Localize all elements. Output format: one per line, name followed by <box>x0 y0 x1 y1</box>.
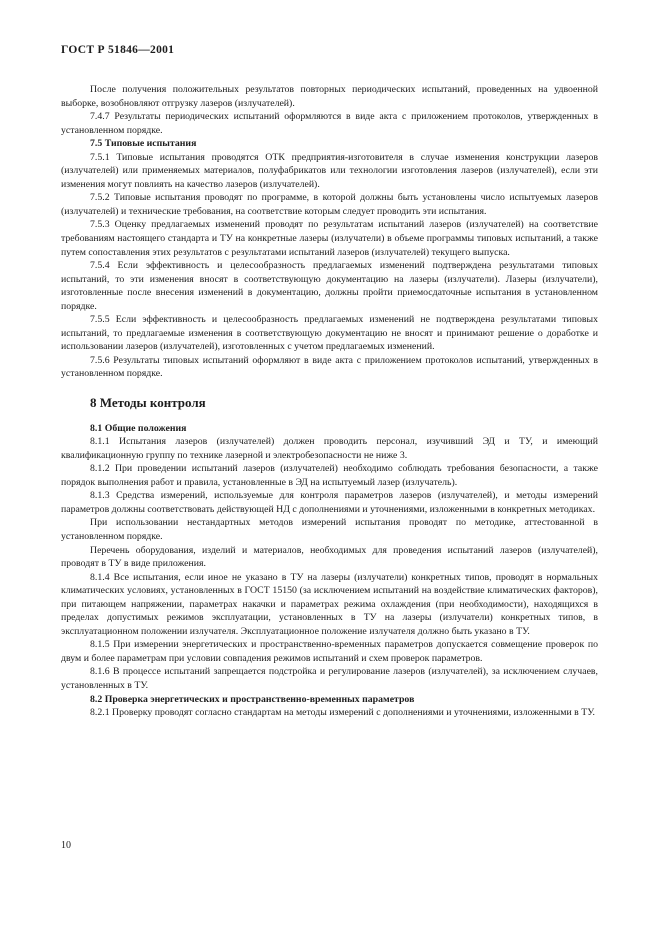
paragraph: 8.1.1 Испытания лазеров (излучателей) должен проводить персонал, изучивший ЭД и ТУ, и имеющий квалификационную группу по технике лазерной и электробезопасности не ниже 3. <box>61 436 598 461</box>
paragraph: 8.1.4 Все испытания, если иное не указано в ТУ на лазеры (излучатели) конкретных типов, проводят в нормальных климатических условиях, установленных в ГОСТ 15150 (за исключением испытаний на воздействие климатических факторов), при питающем напряжении, параметрах накачки и параметрах режима охлаждения (при необходимости), находящихся в пределах допустимых режимов эксплуатации, установленных в ТУ на лазеры (излучатели) конкретных типов, в эксплуатационном положении излучателя. Эксплуатационное положение излучателя должно быть указано в ТУ. <box>61 571 598 637</box>
paragraph: 7.5.6 Результаты типовых испытаний оформляют в виде акта с приложением протоколов испытаний, утвержденных в установленном порядке. <box>61 354 598 380</box>
section-heading: 8 Методы контроля <box>90 395 206 411</box>
paragraph: 8.1.5 При измерении энергетических и пространственно-временных параметров допускается совмещение проверок по двум и более параметрам при условии совпадения режимов испытаний и схем проверок параметров. <box>61 639 598 664</box>
subsection-heading: 7.5 Типовые испытания <box>90 138 197 150</box>
paragraph: 7.5.4 Если эффективность и целесообразность предлагаемых изменений подтверждена результатами типовых испытаний, то эти изменения вносят в соответствующую документацию на лазеры (излучатели). Лазеры (излучатели), изготовленные после внесения изменений в документацию, должны пройти приемосдаточные испытания в установленном порядке. <box>61 260 598 312</box>
subsection-heading: 8.1 Общие положения <box>90 422 187 434</box>
paragraph: 8.2.1 Проверку проводят согласно стандартам на методы измерений с дополнениями и уточнениями, изложенными в ТУ. <box>90 707 595 719</box>
page-number: 10 <box>61 840 71 851</box>
paragraph: Перечень оборудования, изделий и материалов, необходимых для проведения испытаний лазеров (излучателей), проводят в ТУ в виде приложения. <box>61 544 598 570</box>
paragraph: 7.5.3 Оценку предлагаемых изменений проводят по результатам испытаний лазеров (излучателей) на соответствие требованиям настоящего стандарта и ТУ на конкретные лазеры (излучатели) в объеме программы типовых испытаний, а также путем сопоставления этих результатов с результатами испытаний лазеров (излучателей) текущего выпуска. <box>61 219 598 258</box>
paragraph: 7.4.7 Результаты периодических испытаний оформляются в виде акта с приложением протоколов, утвержденных в установленном порядке. <box>61 111 598 136</box>
subsection-heading: 8.2 Проверка энергетических и пространственно-временных параметров <box>90 693 415 705</box>
paragraph: После получения положительных результатов повторных периодических испытаний, проведенных на удвоенной выборке, возобновляют отгрузку лазеров (излучателей). <box>61 84 598 109</box>
page-header: ГОСТ Р 51846—2001 <box>61 44 175 56</box>
paragraph: 8.1.2 При проведении испытаний лазеров (излучателей) необходимо соблюдать требования безопасности, а также порядок выполнения работ и правила, установленные в ЭД на испытуемый лазер (излучатель). <box>61 463 598 488</box>
page-body <box>61 83 598 720</box>
paragraph: 7.5.2 Типовые испытания проводят по программе, в которой должны быть установлены число испытуемых лазеров (излучателей) и технические требования, на соответствие которым следует проводить эти испытания. <box>61 192 598 217</box>
paragraph: 8.1.3 Средства измерений, используемые для контроля параметров лазеров (излучателей), и методы измерений параметров должны соответствовать действующей НД с дополнениями и уточнениями, изложенными в конкретных методиках. <box>61 490 598 515</box>
paragraph: 7.5.1 Типовые испытания проводятся ОТК предприятия-изготовителя в случае изменения конструкции лазеров (излучателей) или применяемых материалов, полуфабрикатов или технологии изготовления лазеров (излучателей), если эти изменения могут повлиять на качество лазеров (излучателей). <box>61 151 598 190</box>
paragraph: 7.5.5 Если эффективность и целесообразность предлагаемых изменений не подтверждена результатами типовых испытаний, то предлагаемые изменения в соответствующую документацию не вносят и принимают решение о доработке и использовании лазеров (излучателей), изготовленных с учетом предлагаемых изменений. <box>61 314 598 353</box>
paragraph: При использовании нестандартных методов измерений испытания проводят по методике, аттестованной в установленном порядке. <box>61 517 598 542</box>
paragraph: 8.1.6 В процессе испытаний запрещается подстройка и регулирование лазеров (излучателей), за исключением случаев, установленных в ТУ. <box>61 666 598 691</box>
